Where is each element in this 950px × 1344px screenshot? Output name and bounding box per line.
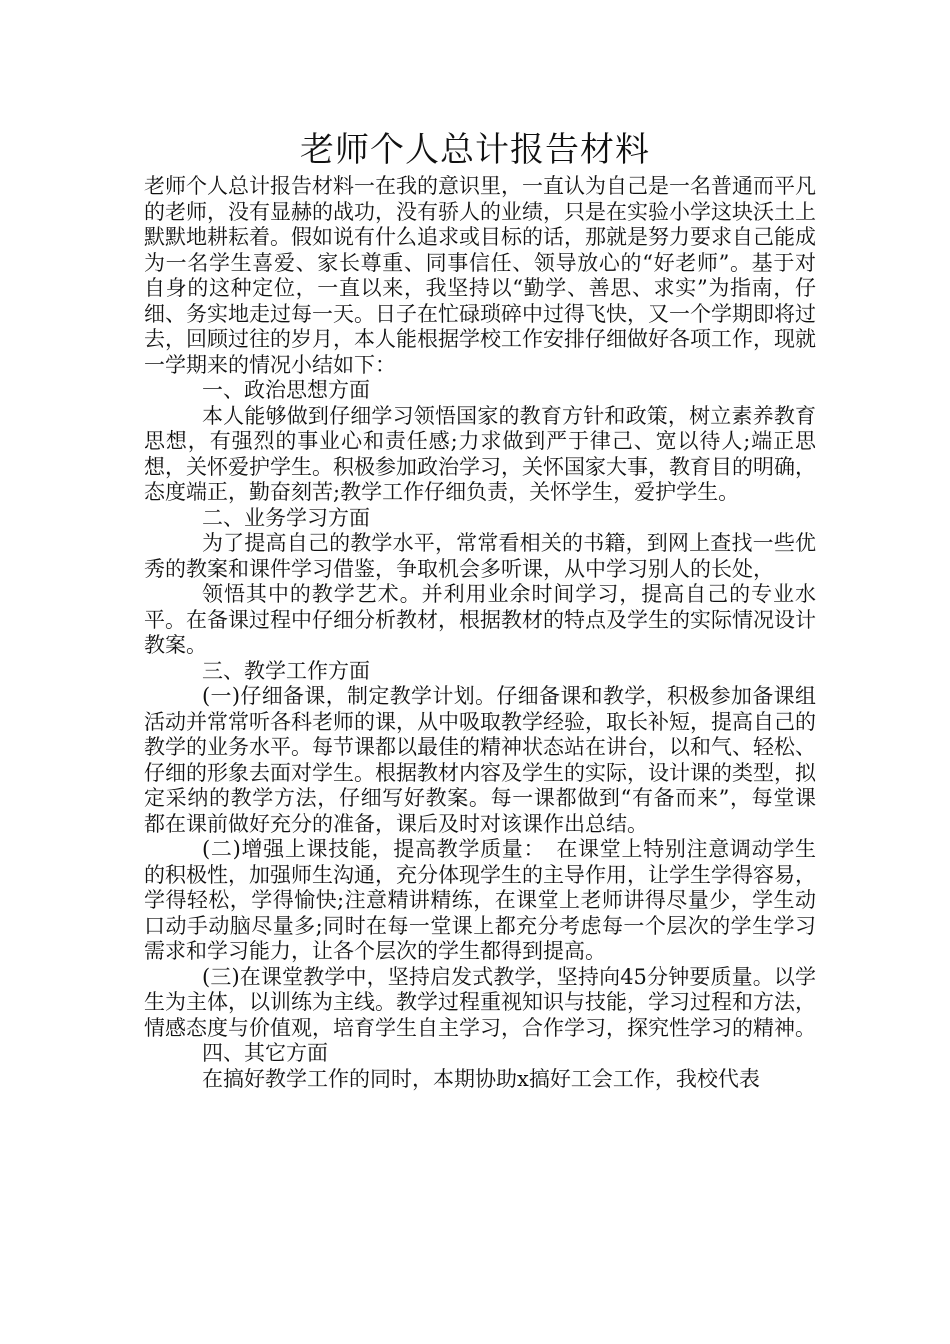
document-body [144,174,816,1092]
paragraph-teaching-1: (一)仔细备课，制定教学计划。仔细备课和教学，积极参加备课组活动并常常听各科老师的课，从中吸取教学经验，取长补短，提高自己的教学的业务水平。每节课都以最佳的精神状态站在讲台，以和气、轻松、仔细的形象去面对学生。根据教材内容及学生的实际，设计课的类型，拟定采纳的教学方法，仔细写好教案。每一课都做到“有备而来”，每堂课都在课前做好充分的准备，课后及时对该课作出总结。 [144,684,816,836]
paragraph-study-1: 为了提高自己的教学水平，常常看相关的书籍，到网上查找一些优秀的教案和课件学习借鉴，争取机会多听课，从中学习别人的长处， [144,531,816,581]
paragraph-study-2: 领悟其中的教学艺术。并利用业余时间学习，提高自己的专业水平。在备课过程中仔细分析教材，根据教材的特点及学生的实际情况设计教案。 [144,582,816,657]
section-heading-study: 二、业务学习方面 [202,505,370,530]
paragraph-teaching-2: (二)增强上课技能，提高教学质量： 在课堂上特别注意调动学生的积极性，加强师生沟通，充分体现学生的主导作用，让学生学得容易，学得轻松，学得愉快;注意精讲精练，在课堂上老师讲得尽量少，学生动口动手动脑尽量多;同时在每一堂课上都充分考虑每一个层次的学生学习需求和学习能力，让各个层次的学生都得到提高。 [144,837,816,963]
intro-paragraph: 老师个人总计报告材料一在我的意识里，一直认为自己是一名普通而平凡的老师，没有显赫的战功，没有骄人的业绩，只是在实验小学这块沃土上默默地耕耘着。假如说有什么追求或目标的话，那就是努力要求自己能成为一名学生喜爱、家长尊重、同事信任、领导放心的“好老师”。基于对自身的这种定位，一直以来，我坚持以“勤学、善思、求实”为指南，仔细、务实地走过每一天。日子在忙碌琐碎中过得飞快，又一个学期即将过去，回顾过往的岁月，本人能根据学校工作安排仔细做好各项工作，现就一学期来的情况小结如下： [144,174,816,377]
section-heading-teaching: 三、教学工作方面 [202,658,370,683]
paragraph-teaching-3: (三)在课堂教学中，坚持启发式教学，坚持向45分钟要质量。以学生为主体，以训练为主线。教学过程重视知识与技能，学习过程和方法，情感态度与价值观，培育学生自主学习，合作学习，探究性学习的精神。 [144,964,816,1040]
section-heading-other: 四、其它方面 [202,1041,328,1065]
document-title: 老师个人总计报告材料 [300,130,650,170]
paragraph-politics: 本人能够做到仔细学习领悟国家的教育方针和政策，树立素养教育思想，有强烈的事业心和责任感;力求做到严于律己、宽以待人;端正思想，关怀爱护学生。积极参加政治学习，关怀国家大事，教育目的明确，态度端正，勤奋刻苦;教学工作仔细负责，关怀学生，爱护学生。 [144,403,816,504]
section-heading-politics: 一、政治思想方面 [202,378,370,402]
paragraph-other: 在搞好教学工作的同时，本期协助x搞好工会工作，我校代表 [202,1066,760,1091]
